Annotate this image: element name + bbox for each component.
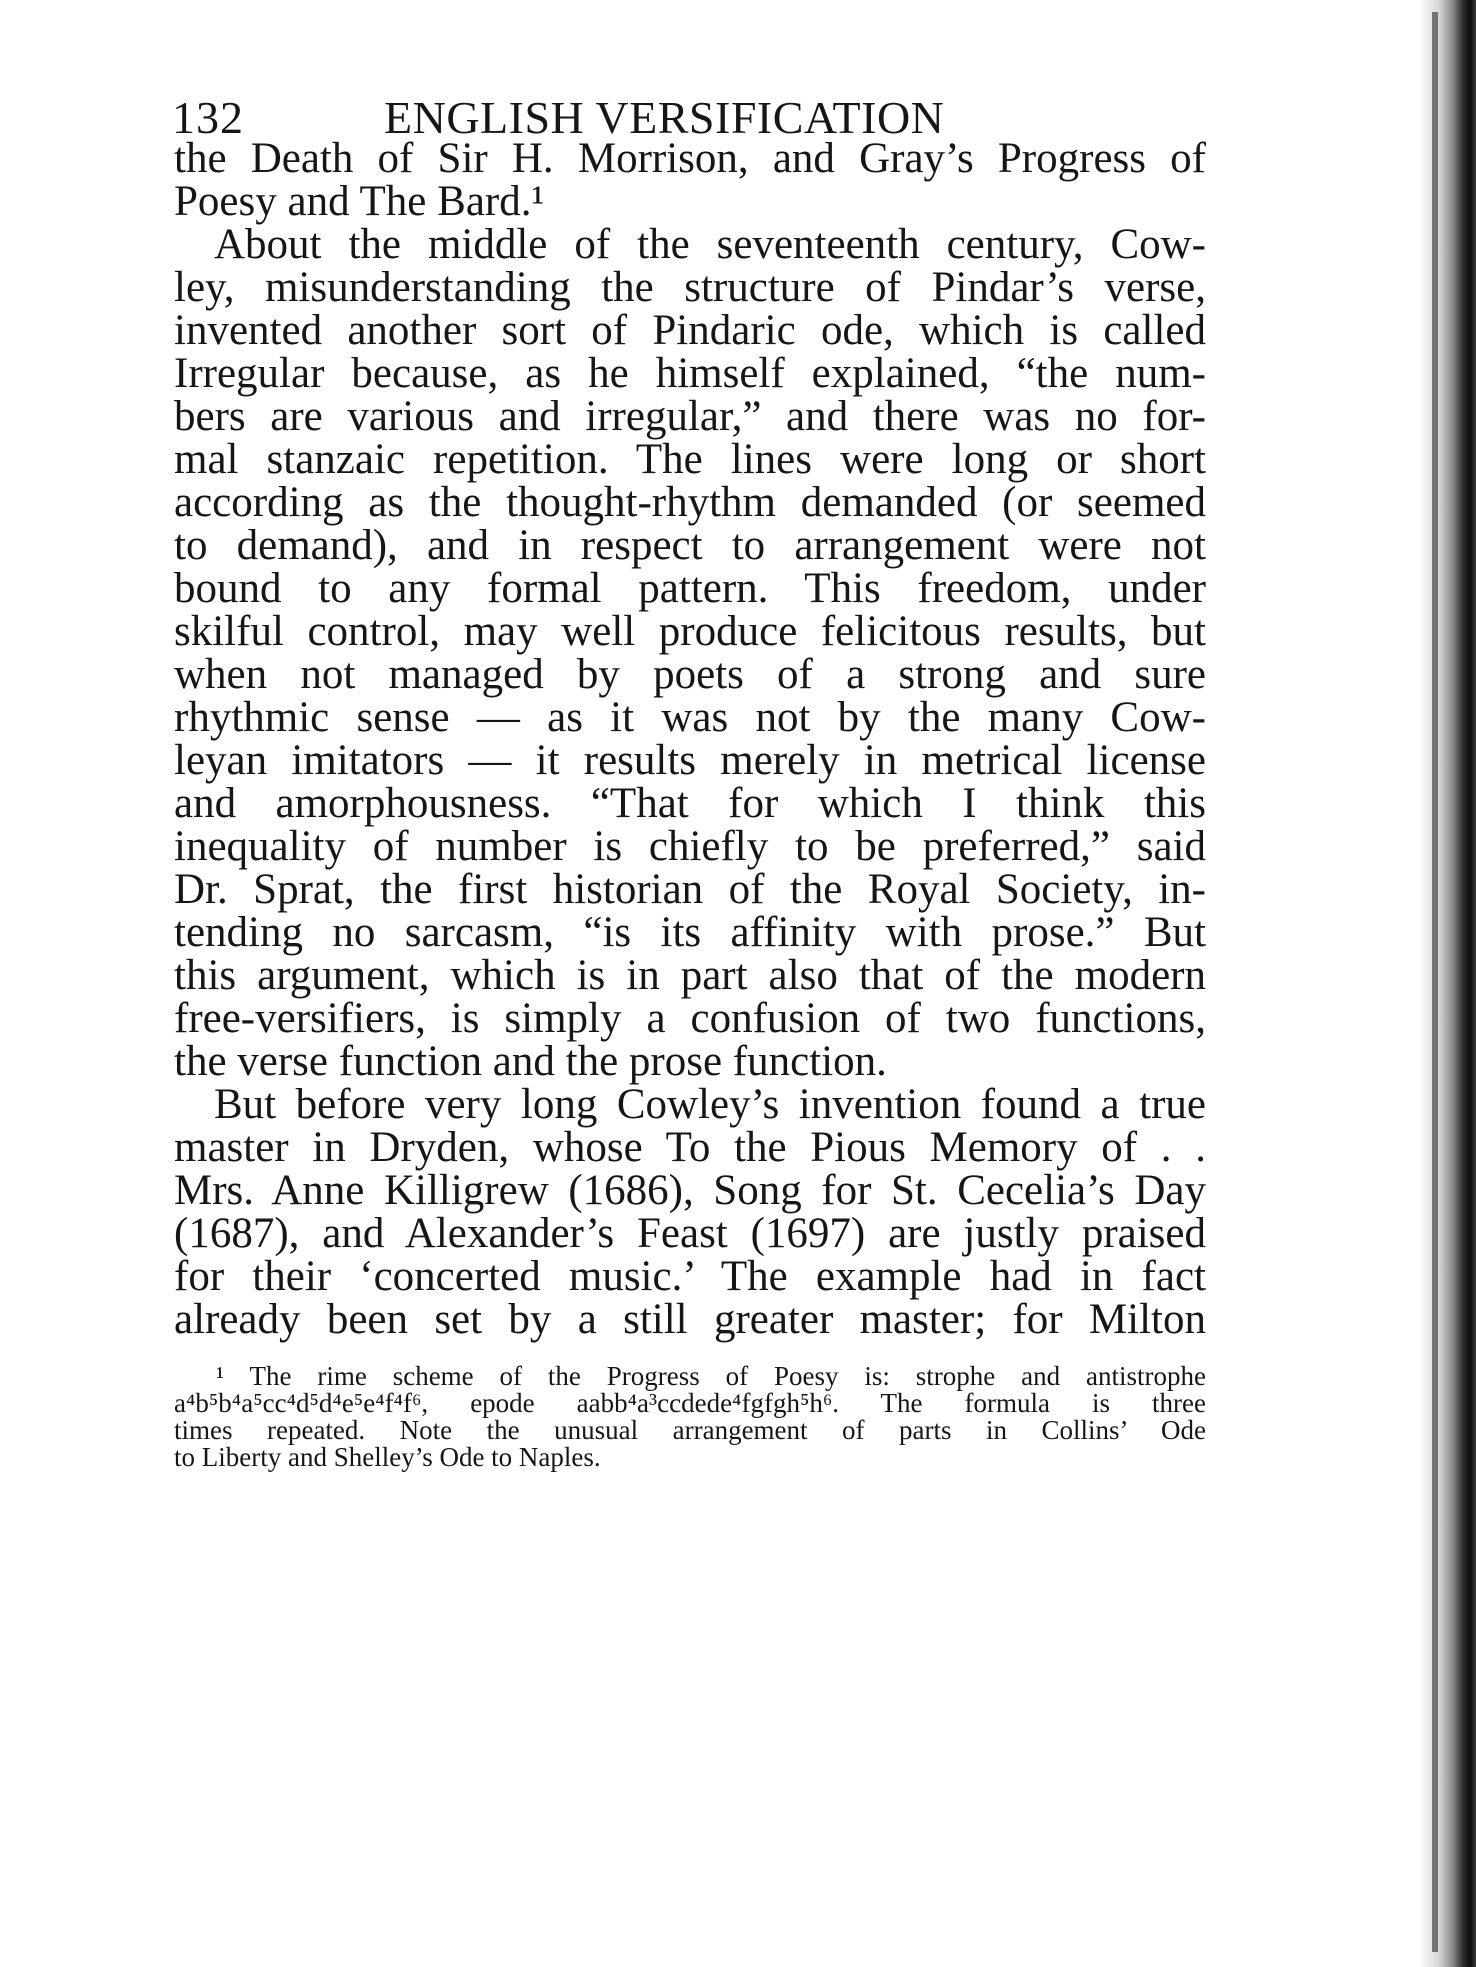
- footnote-line: a⁴b⁵b⁴a⁵cc⁴d⁵d⁴e⁵e⁴f⁴f⁶, epode aabb⁴a³ccdede⁴fgfgh⁵h⁶. The formula is three: [174, 1388, 1206, 1418]
- body-line: Poesy and The Bard.¹: [174, 178, 545, 225]
- body-line: rhythmic sense — as it was not by the many Cow-: [174, 694, 1206, 741]
- body-line: when not managed by poets of a strong and sure: [174, 651, 1206, 698]
- body-line: according as the thought-rhythm demanded (or seemed: [174, 479, 1206, 526]
- body-line: free-versifiers, is simply a confusion of two functions,: [174, 995, 1206, 1042]
- body-line: bers are various and irregular,” and there was no for-: [174, 393, 1206, 440]
- body-line: and amorphousness. “That for which I think this: [174, 780, 1206, 827]
- body-line: already been set by a still greater master; for Milton: [174, 1296, 1206, 1343]
- page-number: 132: [172, 92, 244, 143]
- footnote-line: ¹ The rime scheme of the Progress of Poesy is: strophe and antistrophe: [216, 1361, 1206, 1391]
- body-line: inequality of number is chiefly to be preferred,” said: [174, 823, 1206, 870]
- running-title: ENGLISH VERSIFICATION: [384, 92, 945, 143]
- body-line: master in Dryden, whose To the Pious Memory of . .: [174, 1124, 1206, 1171]
- body-line: skilful control, may well produce felicitous results, but: [174, 608, 1206, 655]
- body-line: leyan imitators — it results merely in metrical license: [174, 737, 1206, 784]
- page-binding-edge: [1432, 12, 1438, 1952]
- body-line: bound to any formal pattern. This freedom, under: [174, 565, 1206, 612]
- body-line: (1687), and Alexander’s Feast (1697) are justly praised: [174, 1210, 1206, 1257]
- body-line: the verse function and the prose function.: [174, 1038, 887, 1085]
- body-line: this argument, which is in part also that of the modern: [174, 952, 1206, 999]
- body-line: the Death of Sir H. Morrison, and Gray’s Progress of: [174, 135, 1206, 182]
- body-line: About the middle of the seventeenth century, Cow-: [214, 221, 1206, 268]
- body-line: Dr. Sprat, the first historian of the Royal Society, in-: [174, 866, 1206, 913]
- body-line: But before very long Cowley’s invention found a true: [214, 1081, 1206, 1128]
- body-line: mal stanzaic repetition. The lines were long or short: [174, 436, 1206, 483]
- body-line: for their ‘concerted music.’ The example had in fact: [174, 1253, 1206, 1300]
- body-line: Irregular because, as he himself explained, “the num-: [174, 350, 1206, 397]
- body-line: to demand), and in respect to arrangement were not: [174, 522, 1206, 569]
- page-binding-shadow: [1418, 0, 1476, 1967]
- body-line: tending no sarcasm, “is its affinity with prose.” But: [174, 909, 1206, 956]
- body-line: invented another sort of Pindaric ode, which is called: [174, 307, 1206, 354]
- footnote-line: to Liberty and Shelley’s Ode to Naples.: [174, 1442, 601, 1472]
- body-line: ley, misunderstanding the structure of Pindar’s verse,: [174, 264, 1206, 311]
- footnote-line: times repeated. Note the unusual arrangement of parts in Collins’ Ode: [174, 1415, 1206, 1445]
- body-line: Mrs. Anne Killigrew (1686), Song for St. Cecelia’s Day: [174, 1167, 1206, 1214]
